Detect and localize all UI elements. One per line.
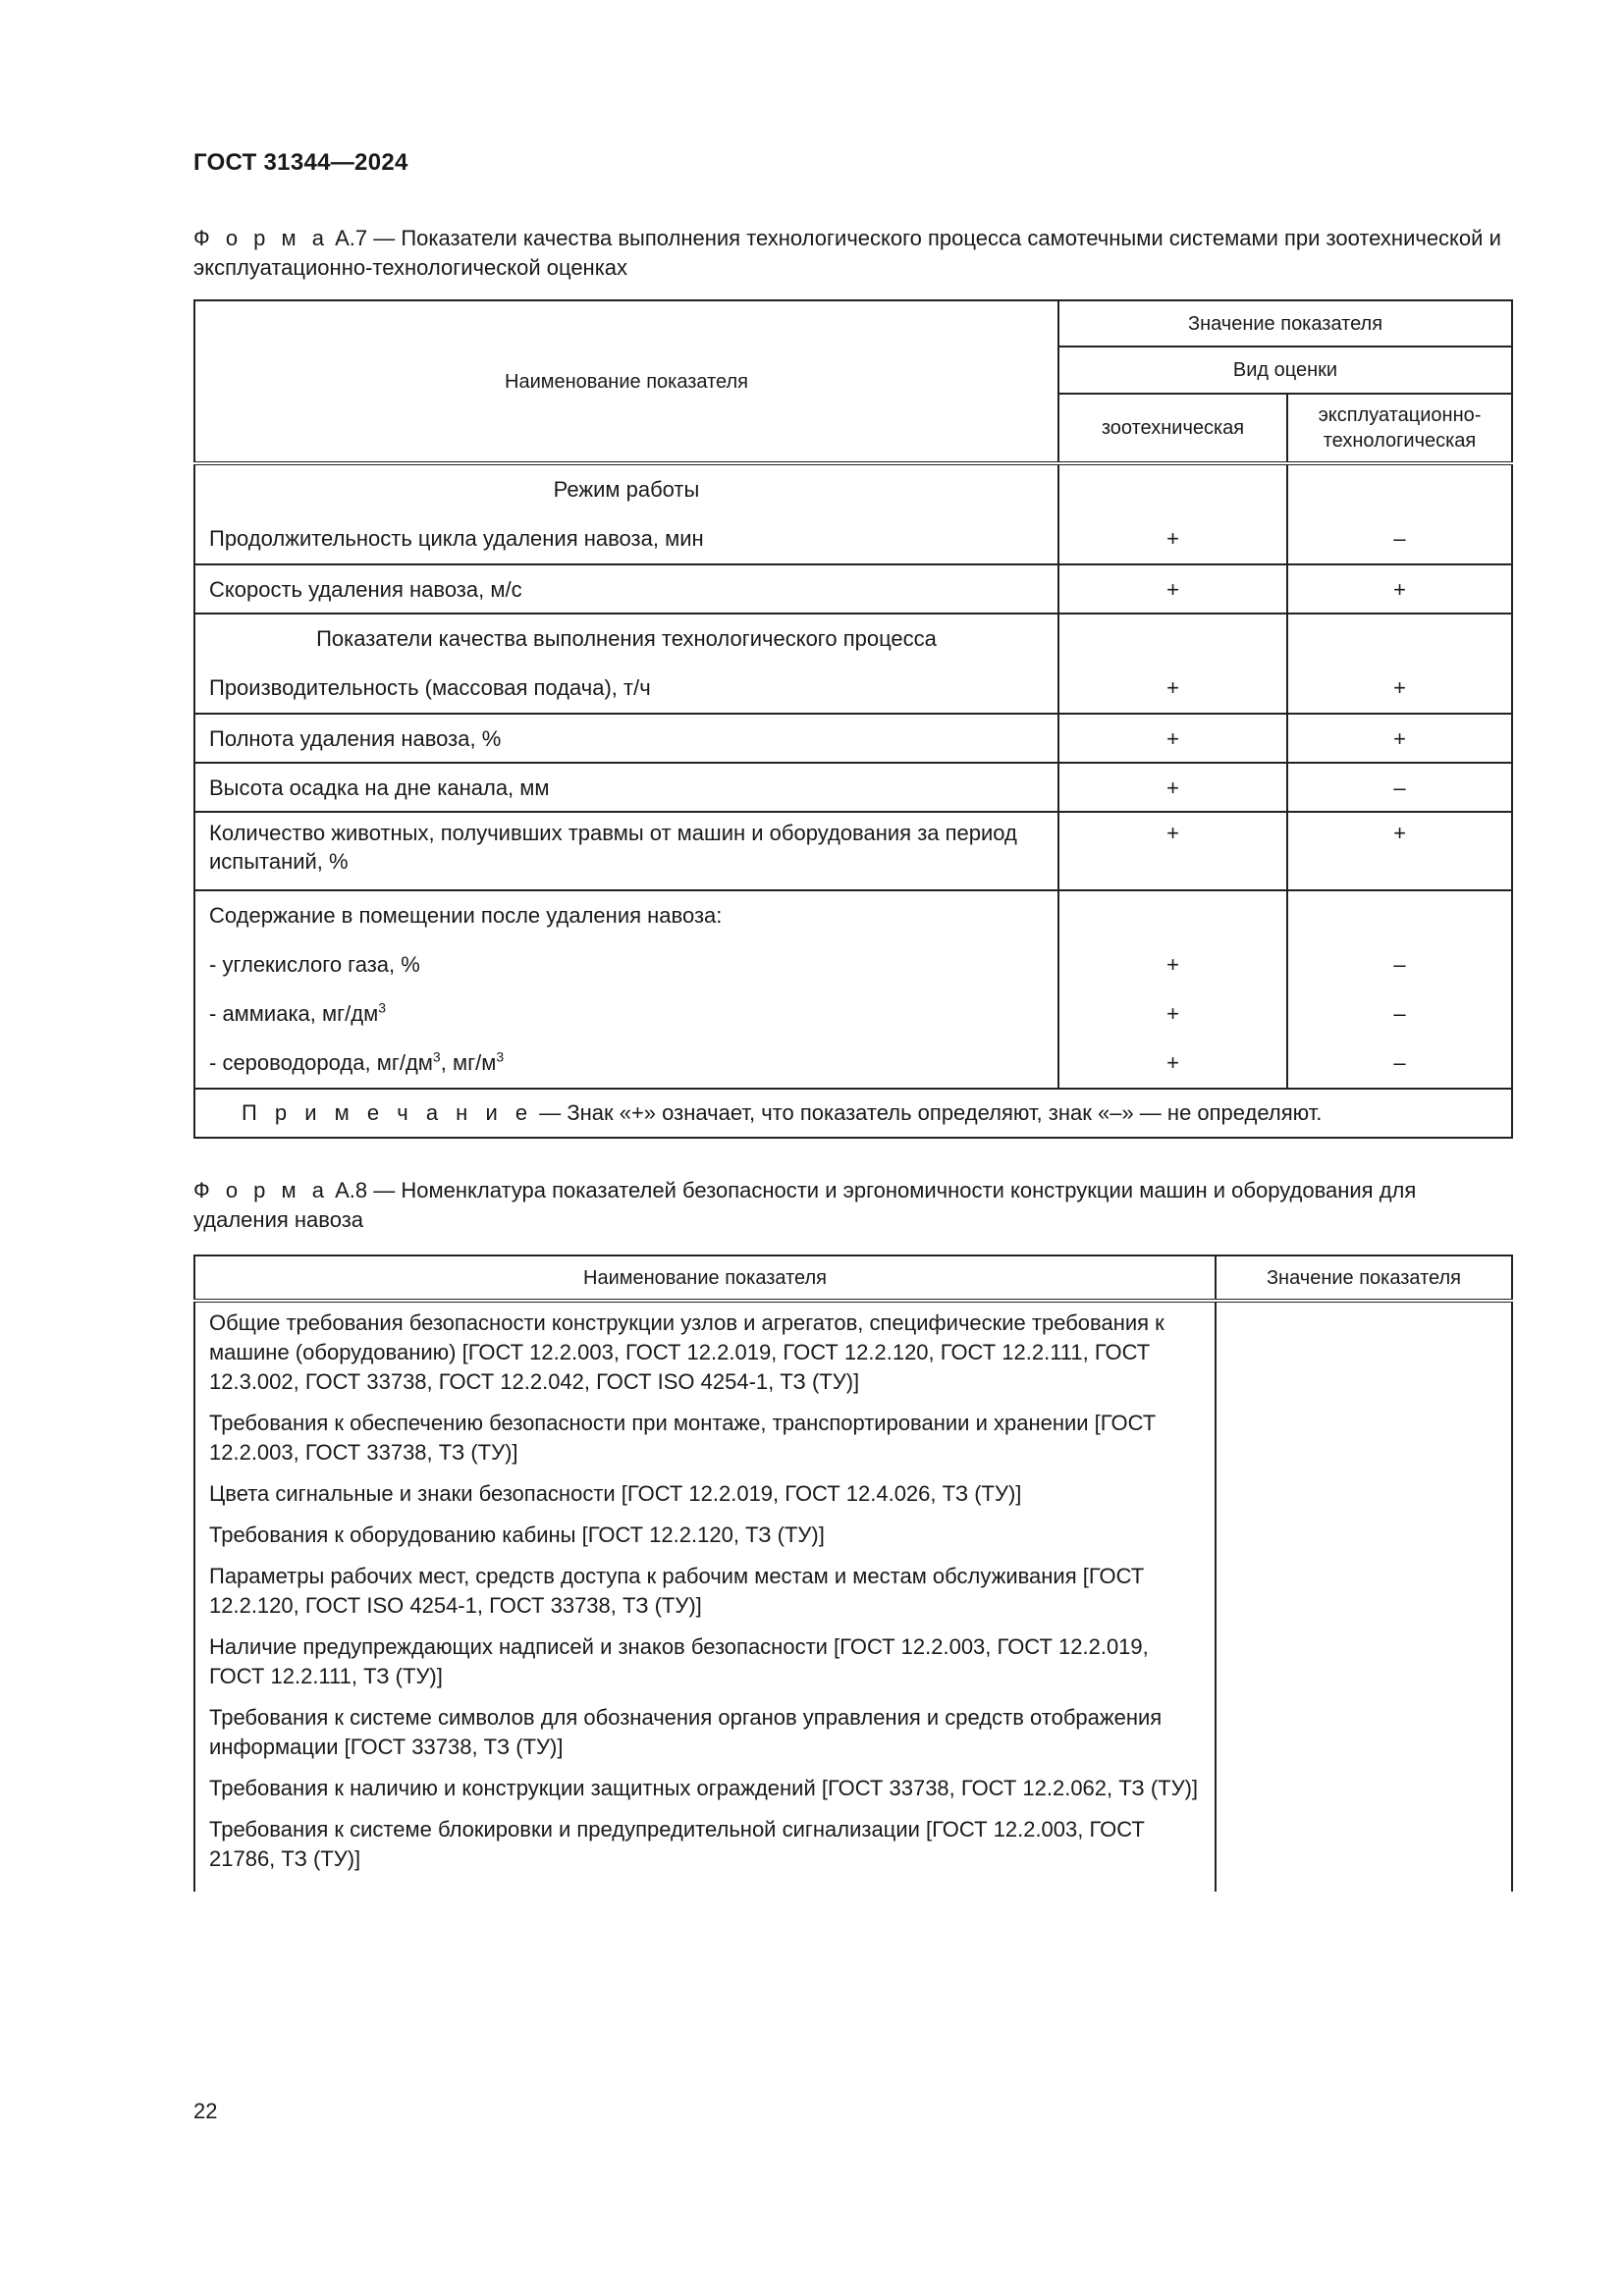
zoo-mark: + [1058, 564, 1287, 614]
gas-item-sup: 3 [432, 1048, 441, 1065]
header-evaluation-kind: Вид оценки [1058, 347, 1512, 394]
note-label: П р и м е ч а н и е [242, 1100, 534, 1125]
gas-item-sup2: 3 [496, 1048, 505, 1065]
header-operational: эксплуатационно-технологическая [1287, 394, 1512, 463]
gas-item-ammonia [209, 989, 1044, 1039]
zoo-mark: + [1166, 675, 1179, 700]
exp-mark: – [1393, 1050, 1406, 1075]
indicator-name: Производительность (массовая подача), т/ч [209, 675, 651, 700]
header-zootechnical: зоотехническая [1058, 394, 1287, 463]
form-a8-caption-text: А.8 — Номенклатура показателей безопасности и эргономичности конструкции машин и оборудования для удаления навоза [193, 1178, 1417, 1232]
form-a8-caption [193, 1176, 1509, 1235]
form-a8-table [193, 1255, 1513, 1892]
table-note [194, 1089, 1512, 1138]
safety-indicator: Требования к системе блокировки и предупредительной сигнализации [ГОСТ 12.2.003, ГОСТ 21786, ТЗ (ТУ)] [209, 1817, 1145, 1871]
empty-cell [1288, 891, 1511, 940]
header-indicator-name: Наименование показателя [194, 300, 1058, 463]
safety-indicator: Наличие предупреждающих надписей и знаков безопасности [ГОСТ 12.2.003, ГОСТ 12.2.019, ГОСТ 12.2.111, ТЗ (ТУ)] [209, 1634, 1149, 1688]
gas-item-label: - углекислого газа, % [209, 952, 420, 977]
section-block-process-quality [194, 614, 1058, 714]
zoo-mark: + [1058, 714, 1287, 763]
form-a7-caption [193, 224, 1509, 283]
document-code-header: ГОСТ 31344—2024 [193, 149, 408, 176]
page-number: 22 [193, 2099, 218, 2123]
safety-indicator: Общие требования безопасности конструкции узлов и агрегатов, специфические требования к машине (оборудованию) [ГОСТ 12.2.003, ГОСТ 12.2.019, ГОСТ 12.2.120, ГОСТ 12.2.111, ГОСТ 12.3.002, ГОСТ 33738, ГОСТ 12.2.042, ГОСТ ISO 4254-1, ТЗ (ТУ)] [209, 1310, 1164, 1394]
indicator-list-block [194, 1301, 1216, 1892]
empty-cell [1059, 465, 1286, 514]
indicator-name: Скорость удаления навоза, м/с [194, 564, 1058, 614]
indicator-name: Полнота удаления навоза, % [194, 714, 1058, 763]
empty-cell [1288, 465, 1511, 514]
form-a7-table [193, 299, 1513, 1139]
gas-item-label: - сероводорода, мг/дм [209, 1050, 433, 1075]
safety-indicator: Требования к оборудованию кабины [ГОСТ 12.2.120, ТЗ (ТУ)] [209, 1522, 825, 1547]
section-title-process-quality: Показатели качества выполнения технологического процесса [316, 626, 937, 651]
exp-cell [1287, 614, 1512, 714]
zoo-mark: + [1058, 763, 1287, 812]
zoo-mark: + [1166, 526, 1179, 551]
form-a8-caption-prefix: Ф о р м а [193, 1178, 330, 1202]
zoo-cell [1058, 890, 1287, 1089]
zoo-cell [1058, 614, 1287, 714]
gas-item-co2 [209, 940, 1044, 989]
exp-cell [1287, 890, 1512, 1089]
indicator-name: Количество животных, получивших травмы от машин и оборудования за период испытаний, % [194, 812, 1058, 890]
zoo-cell [1058, 463, 1287, 564]
zoo-mark: + [1166, 952, 1179, 977]
header-indicator-value: Значение показателя [1216, 1255, 1512, 1301]
gas-item-sup: 3 [378, 999, 387, 1016]
safety-indicator: Требования к системе символов для обозначения органов управления и средств отображения информации [ГОСТ 33738, ТЗ (ТУ)] [209, 1705, 1163, 1759]
note-text: — Знак «+» означает, что показатель определяют, знак «–» — не определяют. [533, 1100, 1323, 1125]
indicator-name: Высота осадка на дне канала, мм [194, 763, 1058, 812]
gas-item-h2s [209, 1039, 1044, 1088]
gas-content-block [194, 890, 1058, 1089]
gas-item-label: - аммиака, мг/дм [209, 1001, 379, 1026]
exp-mark: + [1287, 564, 1512, 614]
empty-cell [1288, 614, 1511, 664]
zoo-mark: + [1166, 1050, 1179, 1075]
empty-cell [1059, 891, 1286, 940]
gas-content-title: Содержание в помещении после удаления навоза: [209, 903, 723, 928]
header-indicator-value: Значение показателя [1058, 300, 1512, 347]
safety-indicator: Требования к наличию и конструкции защитных ограждений [ГОСТ 33738, ГОСТ 12.2.062, ТЗ (ТУ)] [209, 1776, 1199, 1800]
exp-mark: + [1287, 714, 1512, 763]
form-a7-caption-text: А.7 — Показатели качества выполнения технологического процесса самотечными системами при зоотехнической и эксплуатационно-технологической оценках [193, 226, 1501, 280]
section-block-operating-mode [194, 463, 1058, 564]
gas-item-label-unit2: , мг/м [440, 1050, 497, 1075]
empty-cell [1059, 614, 1286, 664]
section-title-operating-mode: Режим работы [553, 477, 700, 502]
safety-indicator: Цвета сигнальные и знаки безопасности [ГОСТ 12.2.019, ГОСТ 12.4.026, ТЗ (ТУ)] [209, 1481, 1022, 1506]
exp-mark: – [1393, 952, 1406, 977]
exp-mark: – [1287, 763, 1512, 812]
exp-mark: – [1393, 526, 1406, 551]
zoo-mark: + [1058, 812, 1287, 890]
safety-indicator: Параметры рабочих мест, средств доступа к рабочим местам и местам обслуживания [ГОСТ 12.2.120, ГОСТ ISO 4254-1, ГОСТ 33738, ТЗ (ТУ)] [209, 1564, 1145, 1618]
header-indicator-name: Наименование показателя [194, 1255, 1216, 1301]
exp-mark: – [1393, 1001, 1406, 1026]
zoo-mark: + [1166, 1001, 1179, 1026]
form-a7-caption-prefix: Ф о р м а [193, 226, 330, 250]
exp-mark: + [1287, 812, 1512, 890]
safety-indicator: Требования к обеспечению безопасности при монтаже, транспортировании и хранении [ГОСТ 12.2.003, ГОСТ 33738, ТЗ (ТУ)] [209, 1411, 1157, 1465]
indicator-name: Продолжительность цикла удаления навоза, мин [209, 526, 704, 551]
exp-cell [1287, 463, 1512, 564]
indicator-value-empty [1216, 1301, 1512, 1892]
exp-mark: + [1393, 675, 1406, 700]
